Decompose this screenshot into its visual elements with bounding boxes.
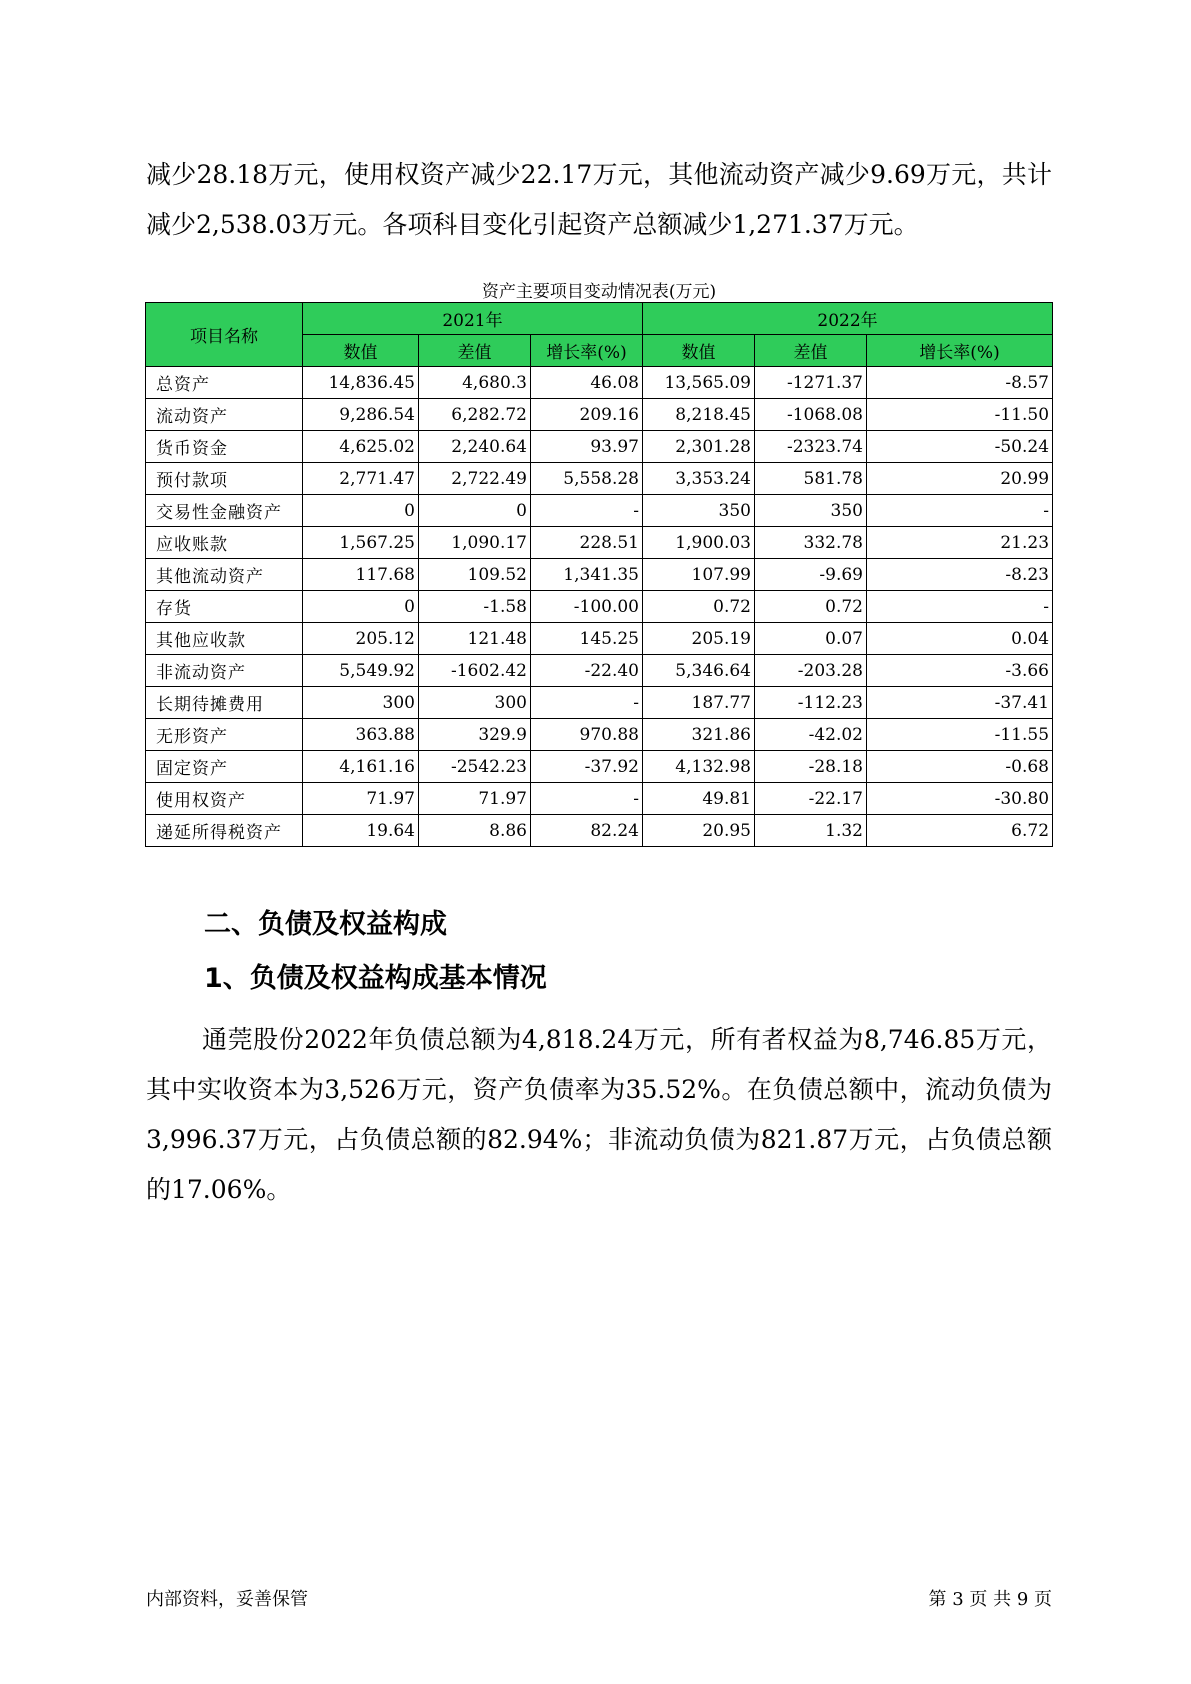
cell-g1: 209.16: [531, 399, 643, 431]
cell-g2: -: [867, 495, 1053, 527]
cell-v1: 0: [303, 591, 419, 623]
cell-d2: -203.28: [755, 655, 867, 687]
row-item-name: 无形资产: [146, 719, 303, 751]
cell-d1: 329.9: [419, 719, 531, 751]
table-row: [146, 591, 1053, 623]
footer-confidential-note: 内部资料，妥善保管: [146, 1589, 308, 1610]
header-value-2021: 数值: [303, 335, 419, 367]
cell-d1: 2,240.64: [419, 431, 531, 463]
cell-d2: 350: [755, 495, 867, 527]
cell-g1: -22.40: [531, 655, 643, 687]
row-item-name: 其他流动资产: [146, 559, 303, 591]
header-diff-2022: 差值: [755, 335, 867, 367]
cell-g2: -11.55: [867, 719, 1053, 751]
table-caption: 资产主要项目变动情况表(万元): [481, 282, 717, 302]
cell-v1: 300: [303, 687, 419, 719]
cell-d1: 2,722.49: [419, 463, 531, 495]
cell-v2: 2,301.28: [643, 431, 755, 463]
cell-v2: 321.86: [643, 719, 755, 751]
cell-g2: 20.99: [867, 463, 1053, 495]
cell-d1: 4,680.3: [419, 367, 531, 399]
cell-g1: 93.97: [531, 431, 643, 463]
table-row: [146, 655, 1053, 687]
row-item-name: 总资产: [146, 367, 303, 399]
cell-d2: 0.72: [755, 591, 867, 623]
cell-g2: -50.24: [867, 431, 1053, 463]
table-row: [146, 399, 1053, 431]
table-body: [146, 367, 1053, 847]
table-row: [146, 527, 1053, 559]
cell-v1: 117.68: [303, 559, 419, 591]
cell-d1: -1.58: [419, 591, 531, 623]
cell-d2: 581.78: [755, 463, 867, 495]
cell-d2: -2323.74: [755, 431, 867, 463]
row-item-name: 其他应收款: [146, 623, 303, 655]
cell-v1: 4,161.16: [303, 751, 419, 783]
row-item-name: 固定资产: [146, 751, 303, 783]
row-item-name: 预付款项: [146, 463, 303, 495]
cell-g2: -0.68: [867, 751, 1053, 783]
cell-g1: 970.88: [531, 719, 643, 751]
cell-d1: 0: [419, 495, 531, 527]
cell-g1: 5,558.28: [531, 463, 643, 495]
cell-v2: 107.99: [643, 559, 755, 591]
header-item-name: 项目名称: [146, 303, 303, 367]
body-paragraph: 通莞股份2022年负债总额为4,818.24万元，所有者权益为8,746.85万元，其中实收资本为3,526万元，资产负债率为35.52%。在负债总额中，流动负债为3,996.37万元，占负债总额的82.94%；非流动负债为821.87万元，占负债总额的17.06%。: [146, 1025, 1053, 1204]
cell-d1: -1602.42: [419, 655, 531, 687]
cell-v1: 205.12: [303, 623, 419, 655]
cell-d1: 109.52: [419, 559, 531, 591]
cell-v2: 3,353.24: [643, 463, 755, 495]
cell-v2: 5,346.64: [643, 655, 755, 687]
table-row: [146, 495, 1053, 527]
cell-v2: 1,900.03: [643, 527, 755, 559]
row-item-name: 非流动资产: [146, 655, 303, 687]
row-item-name: 流动资产: [146, 399, 303, 431]
cell-d2: -112.23: [755, 687, 867, 719]
cell-d1: 1,090.17: [419, 527, 531, 559]
row-item-name: 长期待摊费用: [146, 687, 303, 719]
cell-g2: -8.23: [867, 559, 1053, 591]
cell-g1: 1,341.35: [531, 559, 643, 591]
cell-d1: -2542.23: [419, 751, 531, 783]
table-row: [146, 559, 1053, 591]
header-diff-2021: 差值: [419, 335, 531, 367]
cell-d1: 121.48: [419, 623, 531, 655]
table-row: [146, 687, 1053, 719]
row-item-name: 递延所得税资产: [146, 815, 303, 847]
cell-d2: 332.78: [755, 527, 867, 559]
cell-v1: 71.97: [303, 783, 419, 815]
cell-d2: -28.18: [755, 751, 867, 783]
cell-g2: -30.80: [867, 783, 1053, 815]
cell-v1: 4,625.02: [303, 431, 419, 463]
cell-g1: 228.51: [531, 527, 643, 559]
cell-d2: -1068.08: [755, 399, 867, 431]
cell-g2: 21.23: [867, 527, 1053, 559]
cell-v1: 1,567.25: [303, 527, 419, 559]
cell-d1: 6,282.72: [419, 399, 531, 431]
cell-v2: 187.77: [643, 687, 755, 719]
cell-v1: 19.64: [303, 815, 419, 847]
subsection-heading: 1、负债及权益构成基本情况: [204, 963, 547, 994]
cell-v1: 2,771.47: [303, 463, 419, 495]
header-growth-2022: 增长率(%): [867, 335, 1053, 367]
cell-v2: 4,132.98: [643, 751, 755, 783]
cell-g1: -37.92: [531, 751, 643, 783]
cell-v1: 5,549.92: [303, 655, 419, 687]
header-year-2022: 2022年: [643, 303, 1053, 335]
header-year-2021: 2021年: [303, 303, 643, 335]
cell-v1: 363.88: [303, 719, 419, 751]
row-item-name: 交易性金融资产: [146, 495, 303, 527]
cell-v1: 9,286.54: [303, 399, 419, 431]
cell-v2: 205.19: [643, 623, 755, 655]
table-row: [146, 431, 1053, 463]
cell-d1: 8.86: [419, 815, 531, 847]
cell-g1: -100.00: [531, 591, 643, 623]
cell-d2: -1271.37: [755, 367, 867, 399]
row-item-name: 货币资金: [146, 431, 303, 463]
cell-v2: 0.72: [643, 591, 755, 623]
section-heading: 二、负债及权益构成: [204, 909, 447, 940]
cell-g1: -: [531, 495, 643, 527]
cell-v2: 13,565.09: [643, 367, 755, 399]
cell-g2: 6.72: [867, 815, 1053, 847]
cell-g2: -8.57: [867, 367, 1053, 399]
header-growth-2021: 增长率(%): [531, 335, 643, 367]
cell-g1: 82.24: [531, 815, 643, 847]
cell-v1: 0: [303, 495, 419, 527]
row-item-name: 应收账款: [146, 527, 303, 559]
row-item-name: 使用权资产: [146, 783, 303, 815]
table-row: [146, 367, 1053, 399]
cell-v2: 49.81: [643, 783, 755, 815]
header-value-2022: 数值: [643, 335, 755, 367]
cell-g2: -11.50: [867, 399, 1053, 431]
cell-g1: 46.08: [531, 367, 643, 399]
cell-v2: 350: [643, 495, 755, 527]
cell-v2: 20.95: [643, 815, 755, 847]
row-item-name: 存货: [146, 591, 303, 623]
cell-d1: 300: [419, 687, 531, 719]
cell-g1: 145.25: [531, 623, 643, 655]
cell-d1: 71.97: [419, 783, 531, 815]
table-row: [146, 751, 1053, 783]
cell-v2: 8,218.45: [643, 399, 755, 431]
cell-g2: -3.66: [867, 655, 1053, 687]
table-row: [146, 815, 1053, 847]
cell-d2: -9.69: [755, 559, 867, 591]
footer-page-number: 第 3 页 共 9 页: [928, 1589, 1052, 1610]
cell-d2: 1.32: [755, 815, 867, 847]
table-row: [146, 623, 1053, 655]
asset-change-table: [145, 302, 1053, 847]
cell-g1: -: [531, 783, 643, 815]
cell-g2: -: [867, 591, 1053, 623]
cell-g2: 0.04: [867, 623, 1053, 655]
table-row: [146, 783, 1053, 815]
intro-paragraph: 减少28.18万元，使用权资产减少22.17万元，其他流动资产减少9.69万元，共计减少2,538.03万元。各项科目变化引起资产总额减少1,271.37万元。: [146, 160, 1052, 239]
cell-g1: -: [531, 687, 643, 719]
table-row: [146, 719, 1053, 751]
cell-v1: 14,836.45: [303, 367, 419, 399]
cell-d2: -22.17: [755, 783, 867, 815]
cell-g2: -37.41: [867, 687, 1053, 719]
cell-d2: -42.02: [755, 719, 867, 751]
table-row: [146, 463, 1053, 495]
cell-d2: 0.07: [755, 623, 867, 655]
